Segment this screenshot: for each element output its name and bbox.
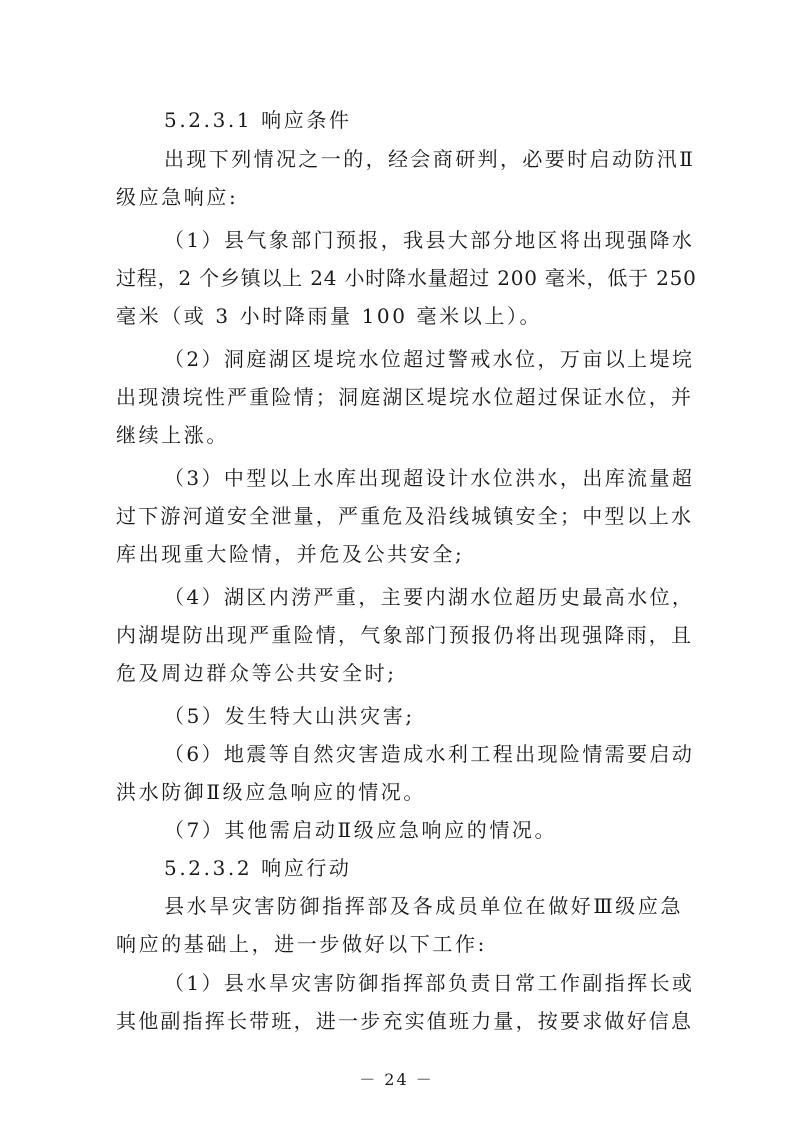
condition-2-line-2: 出现溃垸性严重险情；洞庭湖区堤垸水位超过保证水位，并 — [116, 385, 694, 409]
action-intro-line-2: 响应的基础上，进一步做好以下工作: — [116, 932, 487, 956]
intro-line-1: 出现下列情况之一的，经会商研判，必要时启动防汛Ⅱ — [164, 147, 696, 171]
condition-6-line-2: 洪水防御Ⅱ级应急响应的情况。 — [116, 780, 426, 804]
condition-1-line-1: （1）县气象部门预报，我县大部分地区将出现强降水 — [164, 228, 695, 252]
condition-4-line-2: 内湖堤防出现严重险情，气象部门预报仍将出现强降雨，且 — [116, 623, 694, 647]
condition-4-line-3: 危及周边群众等公共安全时; — [116, 661, 397, 685]
condition-3-line-3: 库出现重大险情，并危及公共安全; — [116, 542, 465, 566]
condition-4-line-1: （4）湖区内涝严重，主要内湖水位超历史最高水位， — [164, 585, 695, 609]
condition-1-line-2: 过程，2 个乡镇以上 24 小时降水量超过 200 毫米，低于 250 — [116, 266, 697, 290]
section-heading-5-2-3-1: 5.2.3.1 响应条件 — [164, 108, 352, 132]
condition-3-line-2: 过下游河道安全泄量，严重危及沿线城镇安全；中型以上水 — [116, 504, 694, 528]
condition-6-line-1: （6）地震等自然灾害造成水利工程出现险情需要启动 — [164, 742, 695, 766]
action-intro-line-1: 县水旱灾害防御指挥部及各成员单位在做好Ⅲ级应急 — [164, 894, 684, 918]
intro-line-2: 级应急响应: — [116, 185, 239, 209]
page-number: － 24 － — [359, 1070, 434, 1089]
condition-2-line-3: 继续上涨。 — [116, 423, 229, 447]
condition-2-line-1: （2）洞庭湖区堤垸水位超过警戒水位，万亩以上堤垸 — [164, 347, 695, 371]
condition-1-line-3: 毫米（或 3 小时降雨量 100 毫米以上）。 — [116, 304, 543, 328]
section-heading-5-2-3-2: 5.2.3.2 响应行动 — [164, 856, 352, 880]
condition-5-line-1: （5）发生特大山洪灾害; — [164, 704, 415, 728]
condition-7-line-1: （7）其他需启动Ⅱ级应急响应的情况。 — [164, 818, 558, 842]
action-1-line-2: 其他副指挥长带班，进一步充实值班力量，按要求做好信息 — [116, 1009, 694, 1033]
condition-3-line-1: （3）中型以上水库出现超设计水位洪水，出库流量超 — [164, 466, 695, 490]
action-1-line-1: （1）县水旱灾害防御指挥部负责日常工作副指挥长或 — [164, 971, 695, 995]
